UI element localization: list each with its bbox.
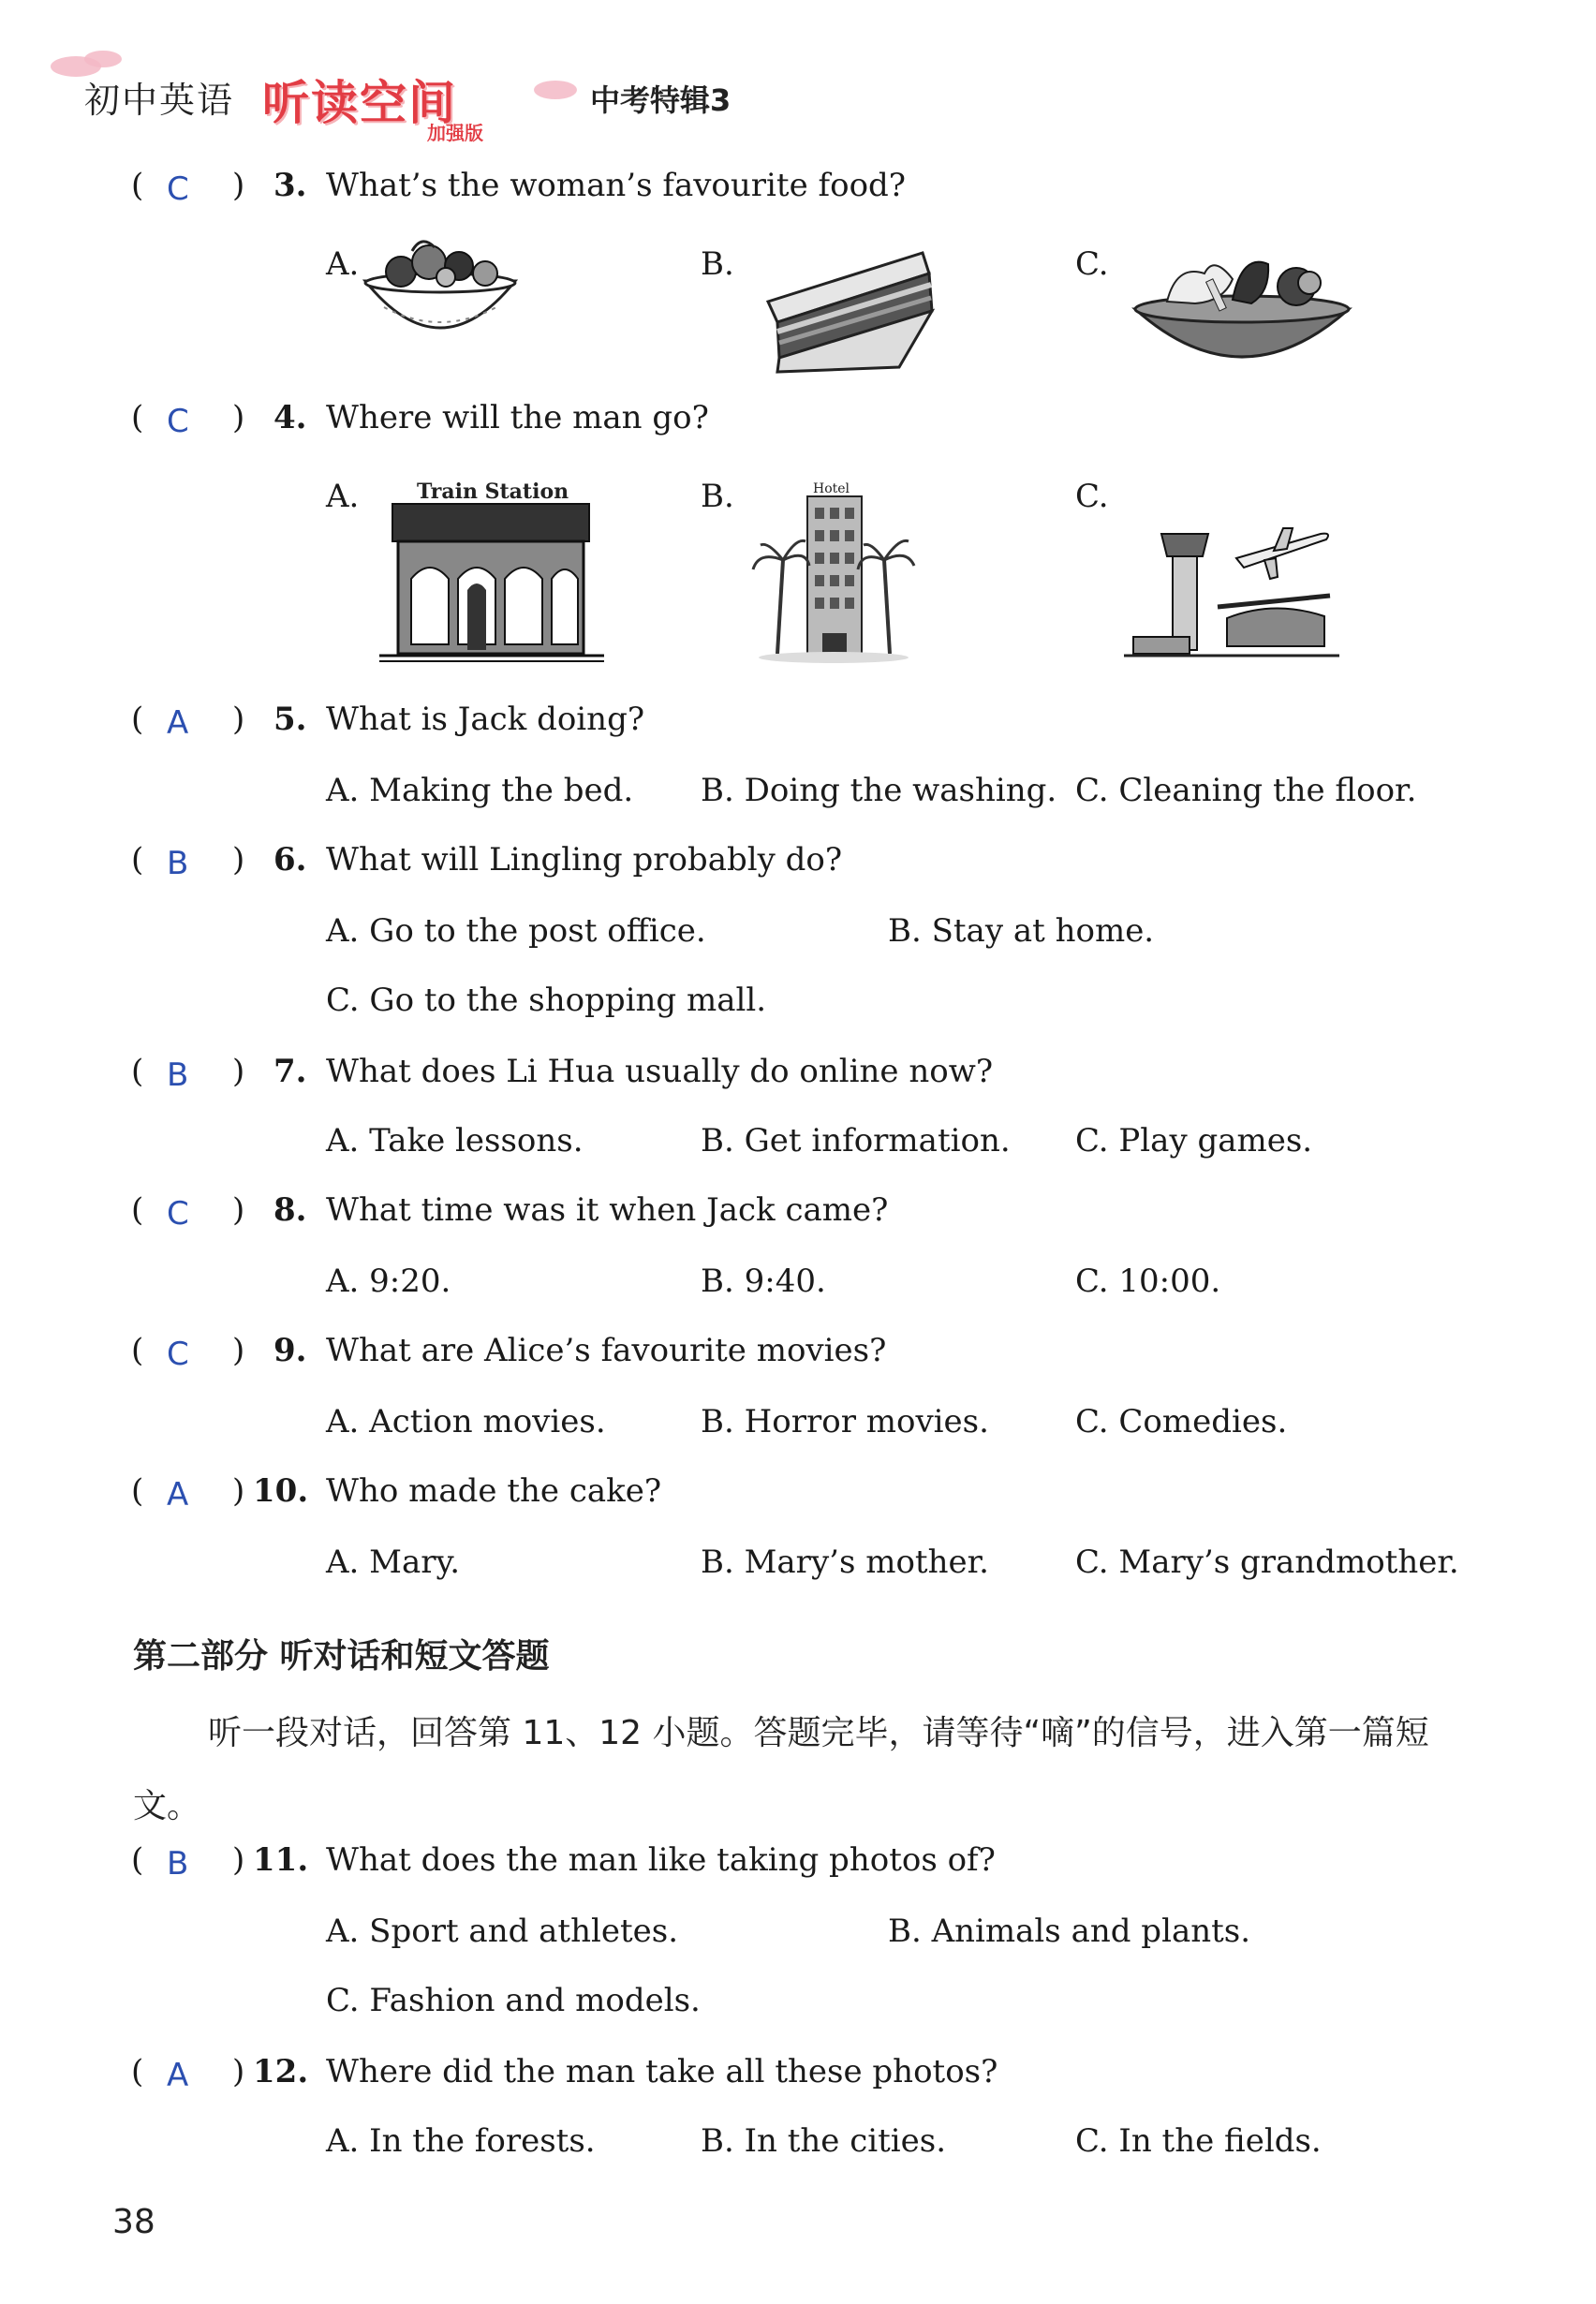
answer-mark: A (167, 1476, 189, 1514)
option-b: B. Mary’s mother. (701, 1543, 989, 1581)
airport-picture (1124, 506, 1339, 665)
section-instruction: 听一段对话，回答第 11、12 小题。答题完毕，请等待“嘀”的信号，进入第一篇短文。 (133, 1714, 1429, 1825)
series-title: 中考特辑3 (590, 82, 732, 118)
option-c: C. Cleaning the floor. (1075, 772, 1417, 809)
answer-paren-close: ) (232, 1191, 245, 1229)
option-label-a: A. (326, 478, 360, 515)
question-text: What does Li Hua usually do online now? (326, 1053, 994, 1090)
answer-mark: B (167, 845, 189, 882)
section-title: 第二部分 听对话和短文答题 (133, 1637, 550, 1676)
answer-paren-close: ) (232, 1472, 245, 1510)
answer-paren-close: ) (232, 841, 245, 879)
answer-paren-close: ) (232, 399, 245, 436)
answer-paren-open: ( (131, 701, 144, 738)
hotel-sign: Hotel (813, 481, 850, 496)
answer-paren-open: ( (131, 1191, 144, 1229)
answer-mark: B (167, 1845, 189, 1883)
answer-mark: C (167, 1336, 189, 1373)
option-b: B. Animals and plants. (888, 1913, 1251, 1950)
option-c: C. 10:00. (1075, 1263, 1221, 1300)
question-number: 10. (253, 1472, 309, 1510)
question-number: 8. (273, 1191, 307, 1229)
option-c: C. Play games. (1075, 1122, 1313, 1159)
answer-paren-open: ( (131, 167, 144, 204)
option-b: B. Horror movies. (701, 1403, 989, 1440)
answer-mark: C (167, 170, 189, 208)
brand-name: 听读空间 (262, 76, 457, 130)
answer-paren-close: ) (232, 1841, 245, 1879)
question-number: 3. (273, 167, 307, 204)
question-text: Where did the man take all these photos? (326, 2053, 998, 2090)
option-c: C. Fashion and models. (326, 1982, 701, 2019)
option-b: B. Stay at home. (888, 912, 1155, 950)
answer-paren-open: ( (131, 1472, 144, 1510)
option-a: A. Sport and athletes. (326, 1913, 679, 1950)
question-text: What are Alice’s favourite movies? (326, 1332, 887, 1369)
question-number: 12. (253, 2053, 309, 2090)
answer-paren-open: ( (131, 399, 144, 436)
answer-paren-close: ) (232, 701, 245, 738)
answer-mark: C (167, 403, 189, 440)
brand-logo (262, 66, 487, 144)
question-number: 7. (273, 1053, 307, 1090)
answer-paren-close: ) (232, 2053, 245, 2090)
fruit-bowl-picture (356, 234, 525, 356)
question-text: Where will the man go? (326, 399, 709, 436)
question-number: 4. (273, 399, 307, 436)
train-station-sign: Train Station (417, 480, 569, 504)
option-label-c: C. (1075, 478, 1109, 515)
train-station-picture (379, 476, 604, 672)
option-c: C. Comedies. (1075, 1403, 1288, 1440)
answer-paren-close: ) (232, 167, 245, 204)
question-text: What does the man like taking photos of? (326, 1841, 996, 1879)
option-label-c: C. (1075, 245, 1109, 283)
answer-mark: C (167, 1195, 189, 1233)
option-b: B. Get information. (701, 1122, 1011, 1159)
answer-paren-open: ( (131, 2053, 144, 2090)
hotel-picture (749, 476, 918, 663)
cloud-decoration (84, 51, 122, 67)
page-number: 38 (112, 2203, 155, 2241)
answer-paren-open: ( (131, 1841, 144, 1879)
option-label-b: B. (701, 245, 734, 283)
answer-paren-open: ( (131, 841, 144, 879)
book-title: 初中英语 (84, 80, 235, 121)
answer-paren-close: ) (232, 1332, 245, 1369)
option-a: A. In the forests. (326, 2122, 596, 2160)
option-a: A. Making the bed. (326, 772, 634, 809)
sandwich-picture (759, 245, 937, 377)
option-c: C. Go to the shopping mall. (326, 982, 767, 1019)
answer-paren-close: ) (232, 1053, 245, 1090)
question-text: What’s the woman’s favourite food? (326, 167, 907, 204)
question-text: Who made the cake? (326, 1472, 662, 1510)
answer-mark: A (167, 2057, 189, 2094)
question-number: 5. (273, 701, 307, 738)
answer-paren-open: ( (131, 1332, 144, 1369)
option-label-a: A. (326, 245, 360, 283)
option-b: B. 9:40. (701, 1263, 826, 1300)
question-text: What will Lingling probably do? (326, 841, 843, 879)
option-a: A. Action movies. (326, 1403, 606, 1440)
question-number: 11. (253, 1841, 309, 1879)
option-a: A. 9:20. (326, 1263, 451, 1300)
brand-edition: 加强版 (427, 122, 483, 144)
option-b: B. In the cities. (701, 2122, 947, 2160)
cloud-decoration (534, 81, 577, 99)
option-a: A. Mary. (326, 1543, 461, 1581)
question-text: What is Jack doing? (326, 701, 645, 738)
option-c: C. Mary’s grandmother. (1075, 1543, 1459, 1581)
answer-mark: B (167, 1056, 189, 1094)
answer-mark: A (167, 704, 189, 742)
question-number: 6. (273, 841, 307, 879)
page-header (66, 47, 815, 144)
option-a: A. Go to the post office. (326, 912, 706, 950)
option-b: B. Doing the washing. (701, 772, 1057, 809)
salad-bowl-picture (1130, 245, 1354, 377)
option-c: C. In the fields. (1075, 2122, 1322, 2160)
question-text: What time was it when Jack came? (326, 1191, 889, 1229)
option-label-b: B. (701, 478, 734, 515)
answer-paren-open: ( (131, 1053, 144, 1090)
option-a: A. Take lessons. (326, 1122, 584, 1159)
question-number: 9. (273, 1332, 307, 1369)
